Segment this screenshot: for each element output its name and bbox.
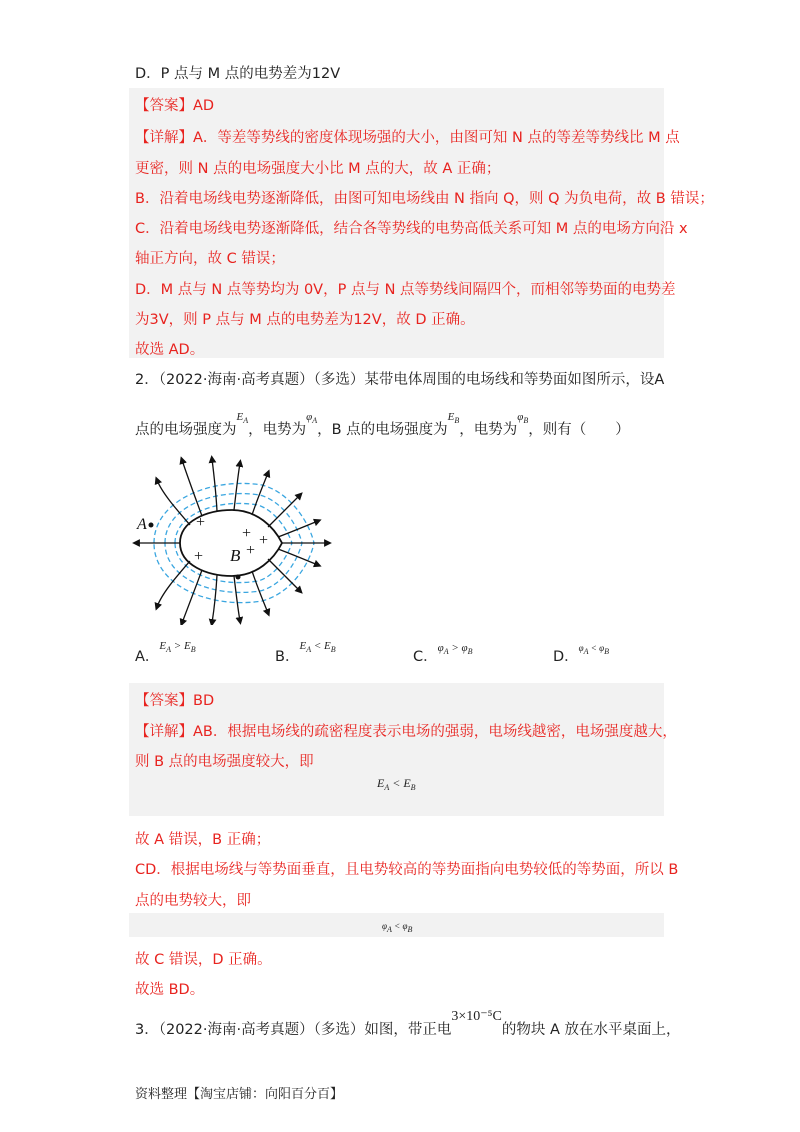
q2-option-a	[135, 640, 196, 666]
q2-detail-line-1: 【详解】AB．根据电场线的疏密程度表示电场的强弱，电场线越密，电场强度越大，	[135, 724, 677, 740]
q1-detail-line-4: C．沿着电场线电势逐渐降低，结合各等势线的电势高低关系可知 M 点的电场方向沿 x	[135, 221, 688, 237]
q2-cd-line-2: 点的电势较大，即	[135, 893, 251, 909]
point-A	[149, 523, 154, 528]
q2-stem-text-e: ，则有（ ）	[528, 422, 630, 438]
option-expr: EA < EB	[299, 640, 336, 654]
option-expr: φA > φB	[437, 642, 473, 656]
option-letter: B．	[275, 649, 300, 665]
q1-detail-line-2: 更密，则 N 点的电场强度大小比 M 点的大，故 A 正确；	[135, 161, 501, 177]
q3-charge: 3×10⁻⁵C	[451, 1009, 502, 1024]
label-B: B	[230, 546, 241, 565]
q2-formula-2: φA < φB	[382, 921, 413, 934]
symbol-phiB: φB	[517, 411, 529, 425]
q2-after-formula-1: 故 A 错误，B 正确；	[135, 832, 271, 848]
q2-after-formula-2: 故 C 错误，D 正确。	[135, 952, 272, 968]
q1-option-d: D．P 点与 M 点的电势差为12V	[135, 66, 341, 82]
label-A: A	[137, 516, 147, 533]
plus-sign: +	[196, 514, 206, 531]
plus-sign: +	[246, 542, 256, 559]
q2-stem-line-1: 2．（2022·海南·高考真题）（多选）某带电体周围的电场线和等势面如图所示，设A	[135, 372, 665, 388]
q2-option-b	[275, 640, 336, 666]
q1-detail-line-6: D．M 点与 N 点等势均为 0V，P 点与 N 点等势线间隔四个，而相邻等势面的电势差	[135, 282, 676, 298]
q1-answer: 【答案】AD	[135, 98, 215, 114]
plus-sign: +	[194, 548, 204, 565]
q2-stem-line-2	[135, 411, 630, 439]
symbol-EA: EA	[236, 411, 249, 425]
plus-sign: +	[242, 525, 252, 542]
option-expr: φA < φB	[578, 643, 609, 656]
q3-stem	[135, 1009, 681, 1039]
q2-cd-line-1: CD．根据电场线与等势面垂直，且电势较高的等势面指向电势较低的等势面，所以 B	[135, 862, 679, 878]
option-expr: EA > EB	[159, 640, 196, 654]
q3-stem-a: 3．（2022·海南·高考真题）（多选）如图，带正电	[135, 1022, 452, 1038]
option-letter: C．	[413, 649, 438, 665]
symbol-EB: EB	[447, 411, 460, 425]
q1-detail-line-7: 为3V，则 P 点与 M 点的电势差为12V，故 D 正确。	[135, 312, 475, 328]
q2-option-d	[553, 645, 609, 666]
q1-detail-line-5: 轴正方向，故 C 错误；	[135, 251, 285, 267]
q2-detail-line-2: 则 B 点的电场强度较大，即	[135, 754, 314, 770]
q2-answer: 【答案】BD	[135, 693, 215, 709]
plus-sign: +	[259, 532, 269, 549]
q2-stem-text-d: ，电势为	[459, 422, 518, 438]
q3-stem-b: 的物块 A 放在水平桌面上，	[501, 1022, 681, 1038]
symbol-phiA: φA	[306, 411, 318, 425]
q2-formula-1: $E_A < E_B$	[377, 776, 416, 792]
q1-detail-line-3: B．沿着电场线电势逐渐降低，由图可知电场线由 N 指向 Q，则 Q 为负电荷，故 B 错误；	[135, 191, 714, 207]
page-footer: 资料整理【淘宝店铺：向阳百分百】	[135, 1087, 344, 1102]
q1-conclusion: 故选 AD。	[135, 342, 205, 358]
q2-stem-text-c: ，B 点的电场强度为	[317, 422, 448, 438]
option-letter: A．	[135, 649, 160, 665]
q2-stem-text-a: 点的电场强度为	[135, 422, 237, 438]
option-letter: D．	[553, 649, 579, 665]
q2-conclusion: 故选 BD。	[135, 982, 205, 998]
q1-detail-line-1: 【详解】A．等差等势线的密度体现场强的大小，由图可知 N 点的等差等势线比 M 点	[135, 130, 680, 146]
point-B	[236, 575, 241, 580]
field-line-figure	[132, 455, 332, 625]
q2-option-c	[413, 642, 473, 666]
q2-stem-text-b: ，电势为	[248, 422, 307, 438]
